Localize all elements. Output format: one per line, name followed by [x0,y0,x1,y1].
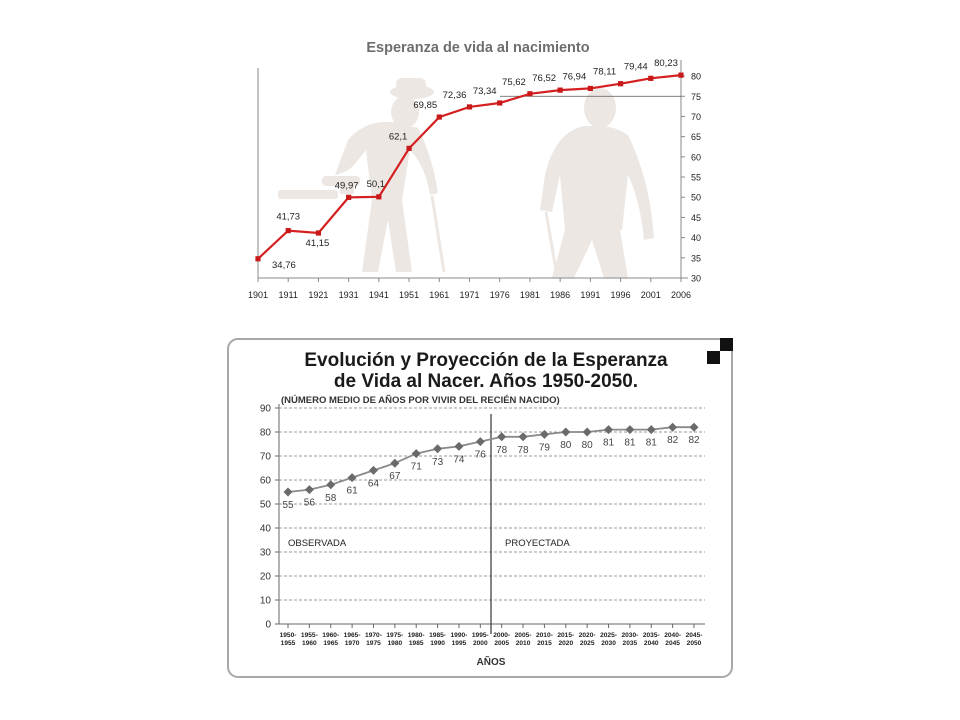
chart1-data-label: 73,34 [472,85,497,97]
chart2-data-label: 78 [517,444,529,456]
chart2-x-axis-label: AÑOS [476,657,506,668]
chart2-title-line2: de Vida al Nacer. Años 1950-2050. [333,371,639,392]
chart1-x-tick-label: 1981 [519,290,540,300]
chart2-x-tick-label-line: 1990- [450,632,468,639]
chart1-y-tick-label: 60 [691,152,702,163]
life-expectancy-chart-1901-2006 [0,0,960,320]
chart1-data-point [618,81,623,86]
chart2-data-label: 55 [282,500,294,511]
chart1-data-label: 41,15 [305,237,330,249]
chart1-x-tick-label: 2006 [670,290,692,300]
chart1-data-point [316,230,321,235]
chart2-x-tick-label-line: 2020 [558,640,574,647]
chart1-x-tick-label: 1931 [338,290,359,300]
chart2-svg [0,320,960,720]
chart1-y-tick-label: 55 [691,172,702,183]
chart2-x-tick-label [664,632,681,647]
chart2-x-tick-label-line: 2050 [686,640,702,647]
chart1-data-point [558,88,563,93]
chart2-x-tick-label-line: 1980- [407,632,425,639]
chart2-x-tick-label-line: 1965 [323,640,339,647]
chart2-x-tick-label-line: 2040- [664,632,682,639]
chart2-x-tick-label-line: 1955 [280,640,296,647]
chart1-x-tick-label: 1971 [459,290,480,300]
chart2-x-tick-label-line: 1955- [300,632,318,639]
chart1-data-point [588,86,593,91]
chart1-x-tick-label: 1911 [278,290,298,300]
chart1-data-point [527,91,532,96]
chart2-x-tick-label-line: 2015 [537,640,552,647]
chart1-data-point [376,194,381,199]
chart2-y-tick-label: 10 [259,595,271,607]
chart2-data-label: 56 [303,497,315,509]
chart2-data-label: 82 [688,435,700,447]
chart1-data-point [437,114,442,119]
chart2-x-tick-label-line: 1985 [408,640,424,647]
chart2-x-tick-label [621,632,638,647]
chart2-x-tick-label-line: 1970 [344,640,360,647]
chart1-data-label: 78,11 [593,66,617,78]
chart1-data-label: 50,1 [366,178,386,190]
chart2-y-tick-label: 70 [259,451,271,463]
chart2-data-label: 64 [367,478,380,490]
chart1-data-label: 76,52 [532,73,557,85]
chart1-x-tick-label: 1976 [489,290,510,300]
chart2-x-tick-label [515,632,532,647]
chart1-data-label: 49,97 [334,180,359,192]
chart1-x-tick-label: 1941 [368,290,389,300]
chart1-y-tick-label: 35 [691,253,702,264]
chart1-y-tick-label: 40 [691,233,702,244]
chart2-data-label: 67 [389,471,401,483]
chart2-data-label: 79 [538,442,550,454]
chart2-subtitle: (NÚMERO MEDIO DE AÑOS POR VIVIR DEL RECIÉN NACIDO) [281,395,560,406]
chart2-y-tick-label: 20 [259,571,271,583]
chart2-x-tick-label-line: 1995- [471,632,489,639]
chart2-x-tick-label [344,632,361,647]
chart2-x-tick-label-line: 2000 [472,640,488,647]
chart1-data-label: 72,36 [442,89,467,101]
chart1-data-point [648,76,653,81]
young-man-silhouette [540,88,654,278]
chart2-x-tick-label-line: 2035 [622,640,638,647]
chart2-x-tick-label-line: 2030 [601,640,616,647]
chart1-data-label: 80,23 [654,58,678,70]
chart1-data-point [286,228,291,233]
chart1-x-tick-label: 1986 [550,290,571,300]
chart1-x-tick-label: 1991 [580,290,601,300]
chart2-x-tick-label-line: 2030- [621,632,639,639]
chart2-x-tick-label [536,632,553,647]
chart2-data-label: 81 [645,437,657,449]
chart2-x-tick-label [365,632,382,647]
chart2-x-tick-label-line: 1995 [451,640,467,647]
chart2-y-tick-label: 60 [259,475,271,487]
chart2-x-tick-label [408,632,425,647]
chart1-x-tick-label: 1901 [247,290,269,300]
chart1-y-tick-label: 65 [691,132,702,143]
chart2-x-tick-label-line: 2000- [493,632,511,639]
chart1-data-label: 34,76 [272,259,296,271]
chart1-x-tick-label: 1951 [399,290,420,300]
chart2-x-tick-label-line: 2040 [643,640,659,647]
chart2-x-tick-label [557,632,574,647]
chart2-data-label: 58 [325,492,337,504]
chart2-y-tick-label: 0 [265,619,271,631]
chart1-data-label: 75,62 [502,76,526,88]
chart2-data-label: 74 [453,454,465,466]
chart2-data-label: 80 [581,440,593,451]
chart1-y-tick-label: 75 [691,91,702,102]
chart1-y-tick-label: 45 [691,212,702,223]
chart2-y-tick-label: 30 [259,547,271,559]
chart1-x-tick-label: 1961 [429,290,450,300]
chart2-x-tick-label-line: 1970- [365,632,382,639]
chart1-data-point [255,256,260,261]
chart2-x-tick-label [686,632,703,647]
chart2-x-tick-label-line: 1975 [366,640,381,647]
chart2-x-tick-label-line: 2025 [579,640,595,647]
chart2-x-tick-label [451,632,468,647]
chart1-data-point [406,146,411,151]
chart2-x-tick-label [322,632,339,647]
chart1-y-tick-label: 50 [691,192,702,203]
chart2-x-tick-label-line: 1960 [302,640,317,647]
chart2-data-label: 81 [602,437,615,449]
chart2-x-tick-label [493,632,510,647]
chart2-x-tick-label [600,632,617,647]
life-expectancy-projection-chart-1950-2050 [0,320,960,720]
chart2-x-tick-label-line: 2035- [642,632,660,639]
chart2-title-line1: Evolución y Proyección de la Esperanza [304,350,668,371]
chart2-data-label: 81 [624,437,636,449]
chart2-x-tick-label [386,632,403,647]
chart1-x-tick-label: 1996 [610,290,631,300]
chart2-y-tick-label: 80 [259,427,271,439]
chart2-x-tick-label-line: 1975- [386,632,404,639]
chart1-data-label: 41,73 [276,211,301,223]
chart2-x-tick-label-line: 2010 [515,640,531,647]
chart1-data-label: 76,94 [562,71,587,83]
chart2-data-label: 78 [496,444,508,456]
chart2-x-tick-label [280,632,297,647]
chart2-x-tick-label [579,632,596,647]
chart1-y-tick-label: 30 [691,273,702,284]
region-label-proyectada: PROYECTADA [505,538,570,549]
region-label-observada: OBSERVADA [288,538,347,549]
chart1-y-tick-label: 70 [691,111,702,122]
chart2-x-tick-label-line: 2025- [600,632,617,639]
chart2-x-tick-label [643,632,660,647]
chart1-data-label: 62,1 [388,131,408,143]
chart2-y-tick-label: 50 [259,499,271,511]
chart1-x-tick-label: 2001 [640,290,661,300]
chart2-x-tick-label-line: 2005- [514,632,532,639]
chart2-x-tick-label-line: 2045 [665,640,680,647]
chart1-data-label: 79,44 [623,61,648,73]
chart2-x-tick-label-line: 2010- [535,632,553,639]
chart2-x-tick-label [472,632,489,647]
chart2-data-label: 76 [474,449,486,461]
chart2-data-label: 82 [667,435,679,447]
chart2-x-tick-label-line: 1960- [322,632,340,639]
chart2-x-tick-label-line: 1990 [430,640,445,647]
chart2-x-tick-label [429,632,446,647]
chart2-x-tick-label-line: 2020- [578,632,596,639]
chart2-x-tick-label-line: 1965- [343,632,361,639]
chart2-data-label: 61 [346,485,358,497]
chart1-data-label: 69,85 [413,100,438,112]
chart2-x-tick-label-line: 1950- [279,632,297,639]
chart2-y-tick-label: 90 [259,403,271,415]
chart1-y-tick-label: 80 [691,71,702,82]
chart1-data-point [467,104,472,109]
chart2-x-tick-label-line: 2005 [494,640,510,647]
chart1-x-tick-label: 1921 [308,290,329,300]
chart1-title: Esperanza de vida al nacimiento [366,40,590,56]
chart2-x-tick-label-line: 1985- [429,632,447,639]
chart2-data-label: 71 [410,461,422,473]
chart2-data-label: 80 [560,440,572,451]
chart1-data-point [678,73,683,78]
chart2-y-tick-label: 40 [259,523,271,535]
chart1-data-point [497,100,502,105]
chart2-x-tick-label-line: 2045- [685,632,703,639]
chart2-x-tick-label-line: 2015- [557,632,575,639]
chart2-x-tick-label [301,632,318,647]
chart1-svg [0,0,960,320]
chart2-x-tick-label-line: 1980 [387,640,403,647]
chart2-data-label: 73 [432,456,444,468]
chart1-data-point [346,195,351,200]
